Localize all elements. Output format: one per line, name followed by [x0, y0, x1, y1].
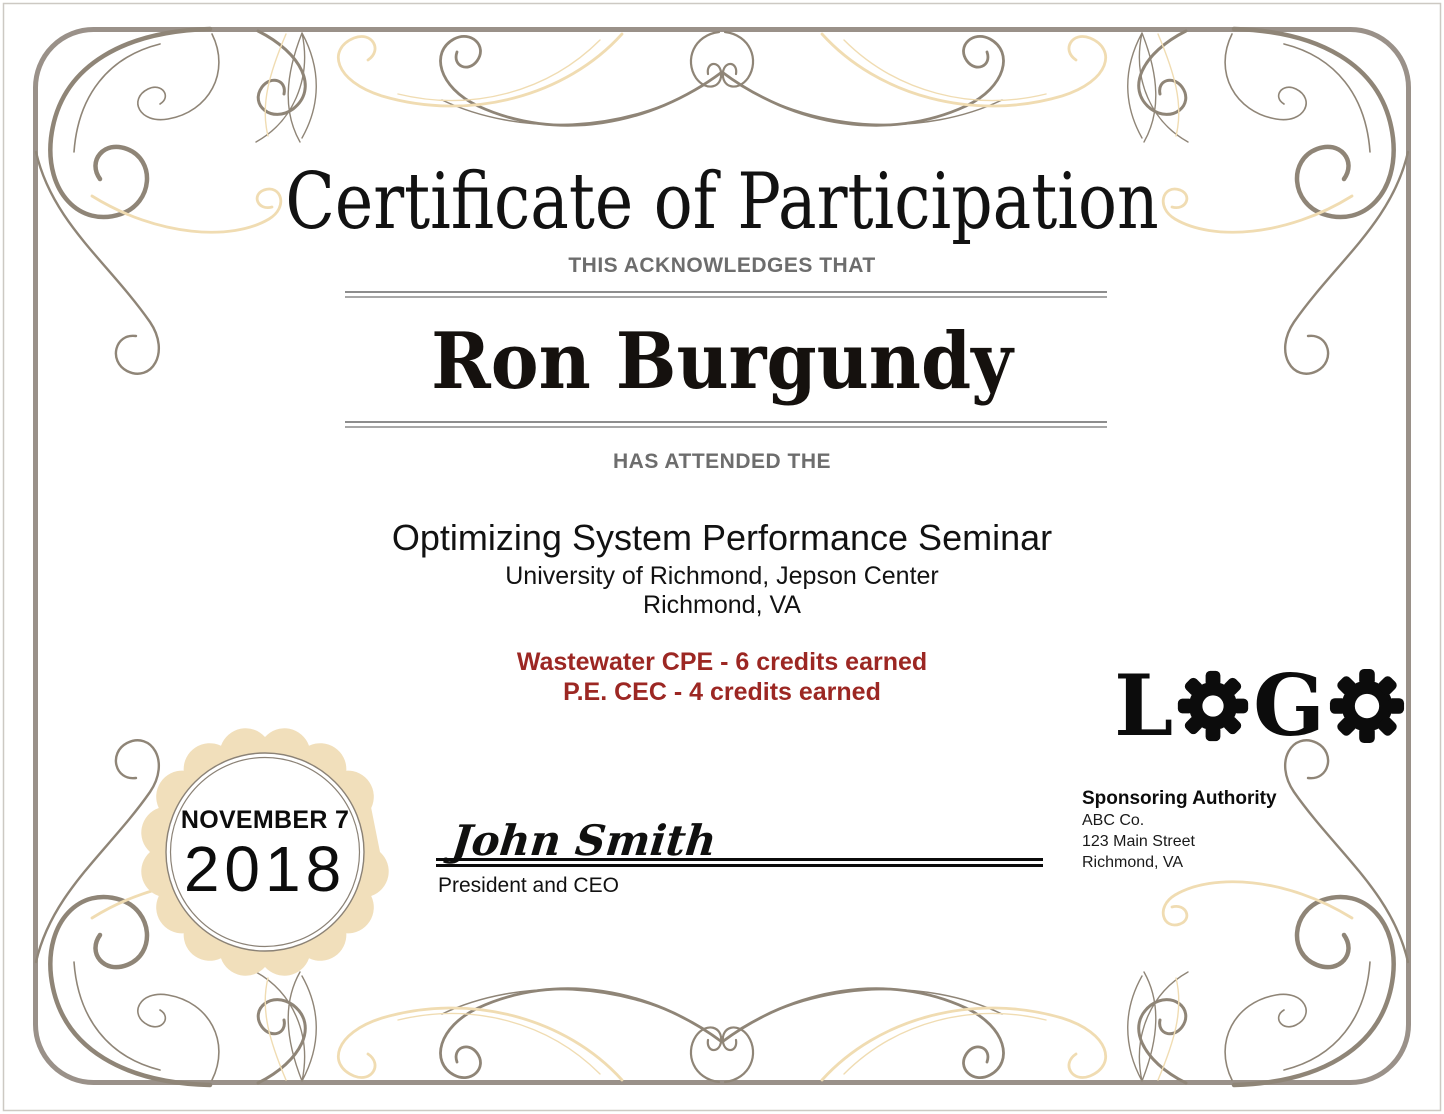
- logo-letter-g: G: [1253, 656, 1325, 755]
- sponsor-logo: [1114, 656, 1400, 755]
- signature-name: John Smith: [449, 816, 719, 865]
- certificate-title: Certificate of Participation: [285, 157, 1159, 247]
- sponsor-city: Richmond, VA: [1082, 854, 1184, 871]
- event-location: Richmond, VA: [643, 591, 801, 619]
- event-name: Optimizing System Performance Seminar: [391, 517, 1053, 558]
- sponsor-block: [1082, 787, 1277, 873]
- credit-line-1: Wastewater CPE - 6 credits earned: [516, 648, 928, 676]
- gear-icon: [1176, 669, 1250, 743]
- divider-line-bottom: [345, 421, 1107, 428]
- date-seal: [135, 722, 395, 982]
- logo-letter-l: L: [1114, 656, 1174, 755]
- credit-line-2: P.E. CEC - 4 credits earned: [563, 678, 881, 706]
- gear-icon: [1328, 667, 1406, 745]
- seal-date: NOVEMBER 7: [180, 806, 350, 834]
- sponsor-heading: Sponsoring Authority: [1082, 788, 1277, 809]
- recipient-name: Ron Burgundy: [431, 316, 1013, 407]
- divider-line-top: [345, 291, 1107, 298]
- sponsor-street: 123 Main Street: [1082, 833, 1195, 850]
- seal-year: 2018: [183, 833, 347, 905]
- signature-line: [436, 858, 1043, 867]
- event-venue: University of Richmond, Jepson Center: [505, 562, 939, 590]
- attended-label: HAS ATTENDED THE: [613, 450, 831, 473]
- sponsor-company: ABC Co.: [1082, 812, 1145, 829]
- signature-title: President and CEO: [438, 874, 619, 897]
- acknowledgement-text: THIS ACKNOWLEDGES THAT: [568, 254, 876, 277]
